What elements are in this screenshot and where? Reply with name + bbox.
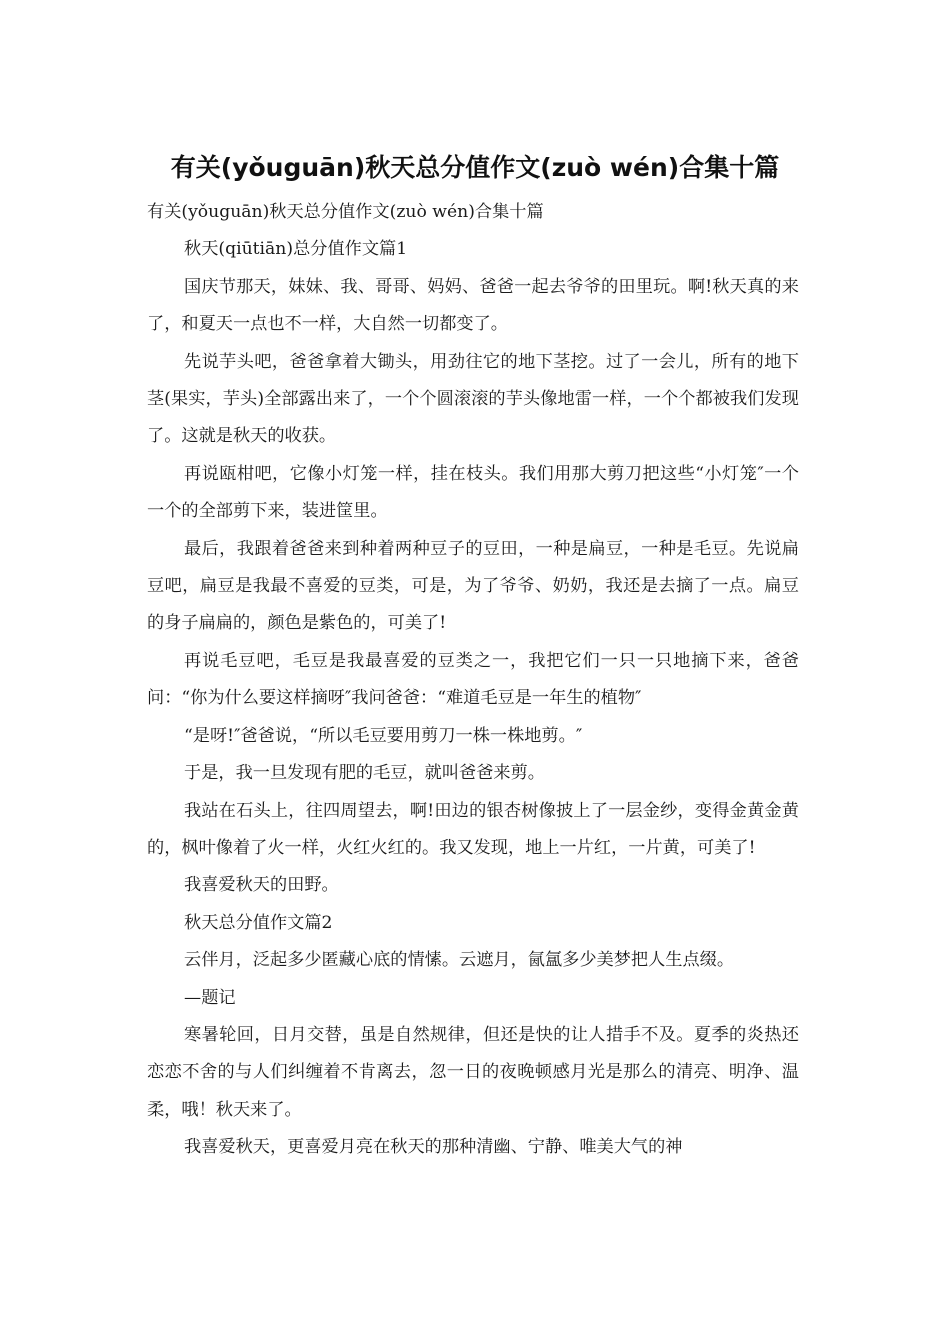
paragraph: 国庆节那天，妹妹、我、哥哥、妈妈、爸爸一起去爷爷的田里玩。啊!秋天真的来了，和夏天一点也不一样，大自然一切都变了。: [147, 276, 799, 335]
paragraph: 云伴月，泛起多少匿藏心底的情愫。云遮月，氤氲多少美梦把人生点缀。: [184, 950, 735, 971]
document-body: [147, 194, 799, 1167]
section-heading-1: 秋天(qiūtiān)总分值作文篇1: [184, 239, 408, 260]
paragraph: 再说瓯柑吧，它像小灯笼一样，挂在枝头。我们用那大剪刀把这些“小灯笼″一个一个的全部剪下来，装进筐里。: [147, 463, 799, 522]
epigraph-attribution: —题记: [184, 987, 236, 1008]
paragraph: 我喜爱秋天，更喜爱月亮在秋天的那种清幽、宁静、唯美大气的神: [184, 1137, 683, 1158]
section-heading-2: 秋天总分值作文篇2: [184, 912, 333, 933]
subtitle-line: 有关(yǒuguān)秋天总分值作文(zuò wén)合集十篇: [147, 202, 544, 222]
paragraph: 寒暑轮回，日月交替，虽是自然规律，但还是快的让人措手不及。夏季的炎热还恋恋不舍的与人们纠缠着不肯离去，忽一日的夜晚顿感月光是那么的清亮、明净、温柔，哦！秋天来了。: [147, 1024, 799, 1120]
paragraph: 最后，我跟着爸爸来到种着两种豆子的豆田，一种是扁豆，一种是毛豆。先说扁豆吧，扁豆是我最不喜爱的豆类，可是，为了爷爷、奶奶，我还是去摘了一点。扁豆的身子扁扁的，颜色是紫色的，可美了!: [147, 538, 799, 634]
paragraph: 于是，我一旦发现有肥的毛豆，就叫爸爸来剪。: [184, 763, 545, 784]
paragraph: 我喜爱秋天的田野。: [184, 875, 339, 896]
paragraph: 我站在石头上，往四周望去，啊!田边的银杏树像披上了一层金纱，变得金黄金黄的，枫叶像着了火一样，火红火红的。我又发现，地上一片红，一片黄，可美了!: [147, 800, 799, 858]
paragraph: “是呀!″爸爸说，“所以毛豆要用剪刀一株一株地剪。″: [184, 725, 583, 746]
document-title: 有关(yǒuguān)秋天总分值作文(zuò wén)合集十篇: [170, 153, 780, 182]
paragraph: 再说毛豆吧，毛豆是我最喜爱的豆类之一，我把它们一只一只地摘下来，爸爸问：“你为什么要这样摘呀″我问爸爸：“难道毛豆是一年生的植物″: [147, 650, 799, 709]
paragraph: 先说芋头吧，爸爸拿着大锄头，用劲往它的地下茎挖。过了一会儿，所有的地下茎(果实，芋头)全部露出来了，一个个圆滚滚的芋头像地雷一样，一个个都被我们发现了。这就是秋天的收获。: [147, 351, 799, 447]
